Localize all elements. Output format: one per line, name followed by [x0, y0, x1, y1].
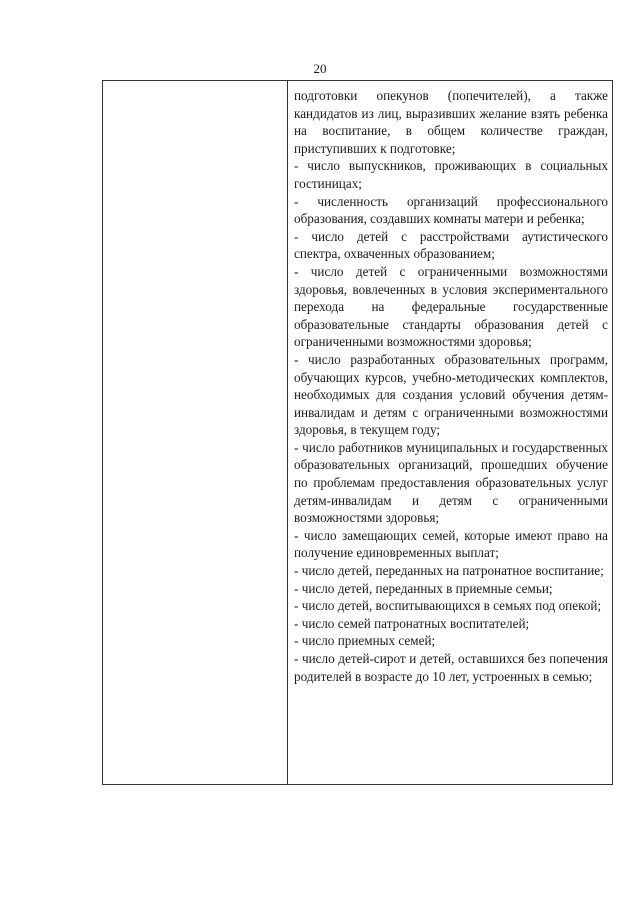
indicator-paragraph: - число детей с расстройствами аутистического спектра, охваченных образованием; — [294, 228, 608, 262]
indicator-paragraph: - число работников муниципальных и государственных образовательных организаций, прошедших обучение по проблемам предоставления образовательных услуг детям-инвалидам и детям с ограниченными возможностями здоровья; — [294, 439, 608, 526]
indicator-list — [294, 87, 608, 685]
indicator-paragraph: - число приемных семей; — [294, 633, 436, 649]
indicator-paragraph: - число детей, воспитывающихся в семьях под опекой; — [294, 598, 602, 614]
indicator-paragraph: - число детей с ограниченными возможностями здоровья, вовлеченных в условия экспериментального перехода на федеральные государственные образовательные стандарты образования детей с ограниченными возможностями здоровья; — [294, 263, 608, 350]
indicator-paragraph: - число детей, переданных на патронатное воспитание; — [294, 563, 604, 579]
table-cell-left — [103, 81, 288, 784]
table-cell-right — [288, 81, 612, 784]
indicator-paragraph: - число замещающих семей, которые имеют право на получение единовременных выплат; — [294, 527, 608, 561]
indicator-paragraph: - число детей-сирот и детей, оставшихся без попечения родителей в возрасте до 10 лет, устроенных в семью; — [294, 651, 608, 684]
indicator-paragraph: - число детей, переданных в приемные семьи; — [294, 580, 553, 596]
indicator-paragraph: - число семей патронатных воспитателей; — [294, 615, 530, 631]
indicator-paragraph: подготовки опекунов (попечителей), а также кандидатов из лиц, выразивших желание взять ребенка на воспитание, в общем количестве граждан, приступивших к подготовке; — [294, 88, 608, 156]
document-table — [102, 80, 613, 785]
indicator-paragraph: - численность организаций профессионального образования, создавших комнаты матери и ребенка; — [294, 193, 608, 227]
indicator-paragraph: - число разработанных образовательных программ, обучающих курсов, учебно-методических комплектов, необходимых для создания условий обучения детям-инвалидам и детям с ограниченными возможностями здоровья, в текущем году; — [294, 351, 608, 438]
indicator-paragraph: - число выпускников, проживающих в социальных гостиницах; — [294, 158, 608, 191]
page-number: 20 — [313, 61, 327, 76]
